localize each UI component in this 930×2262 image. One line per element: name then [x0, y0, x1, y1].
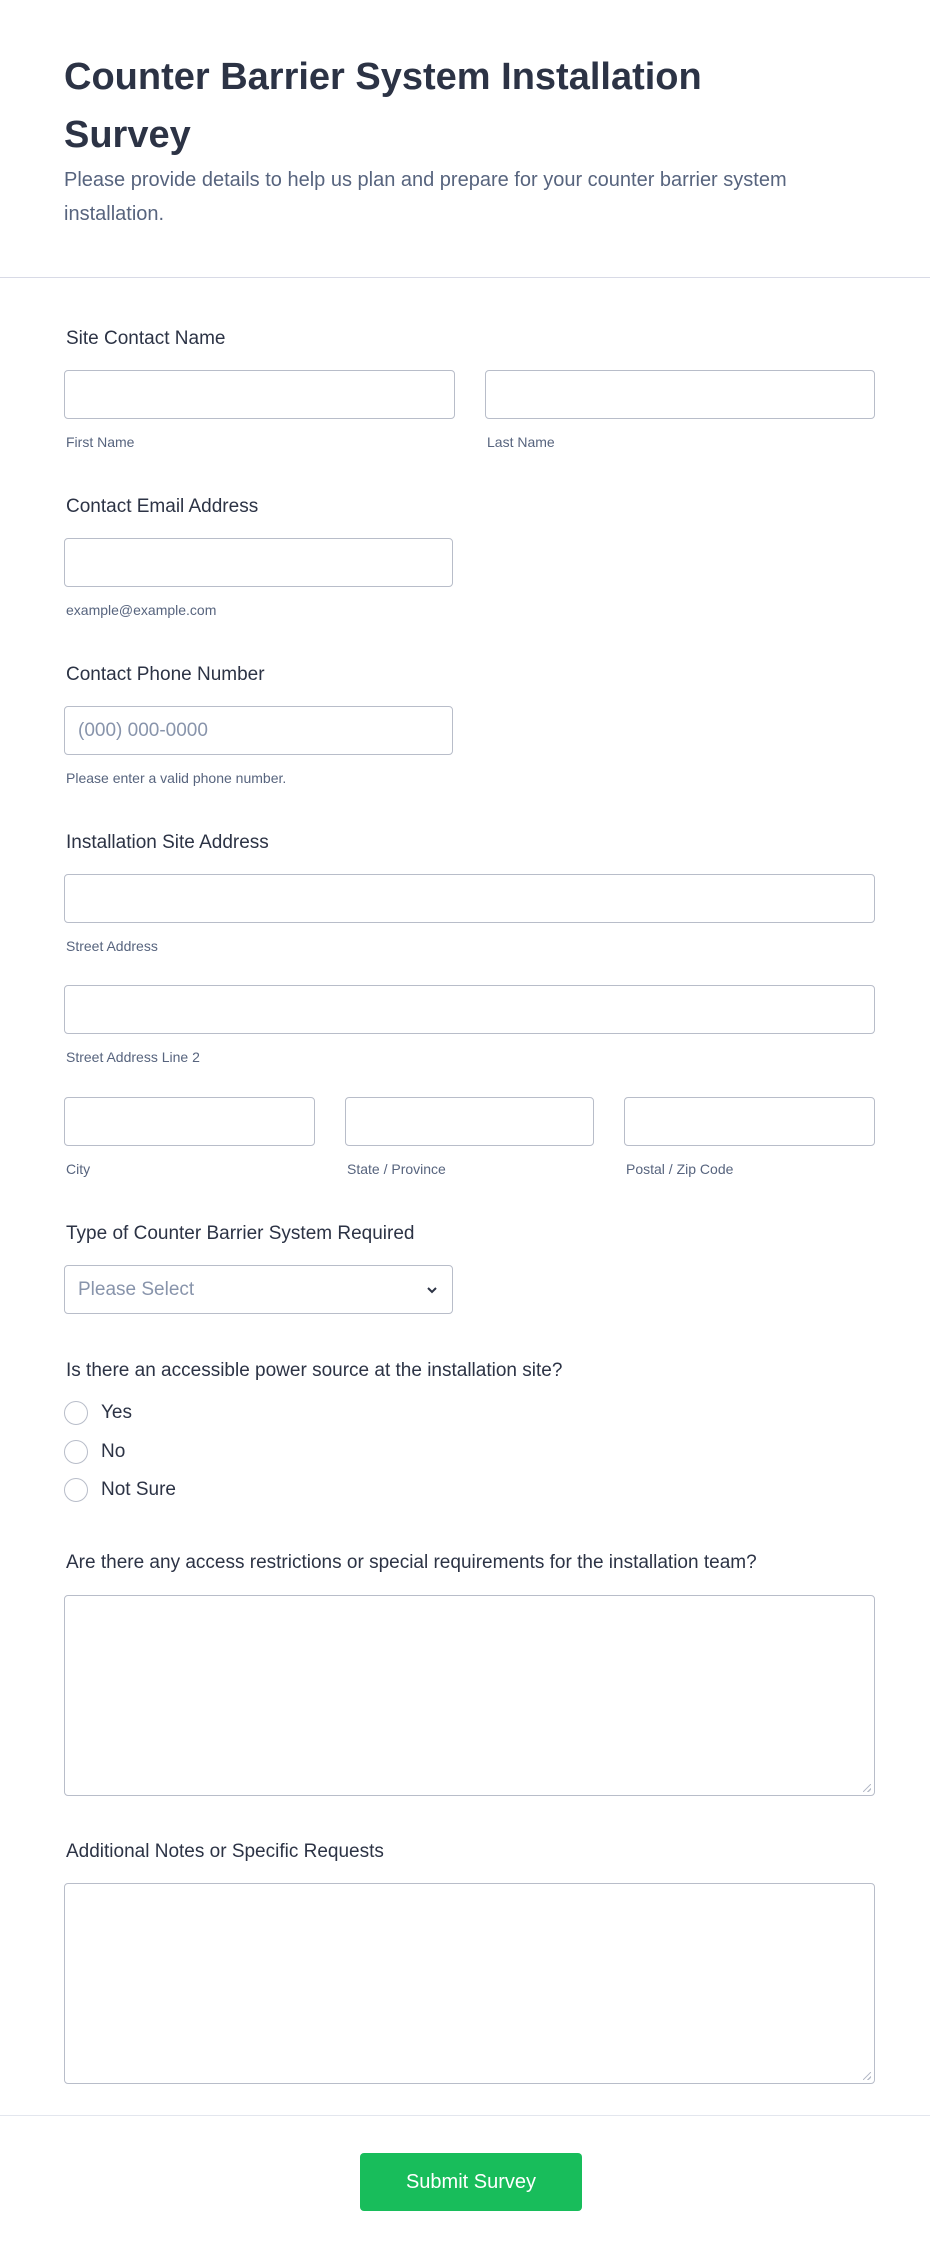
street-address-line2-sublabel: Street Address Line 2 — [66, 1049, 200, 1065]
access-restrictions-label: Are there any access restrictions or special requirements for the installation team? — [66, 1552, 757, 1573]
radio-yes[interactable] — [64, 1401, 88, 1425]
street-address-line2-input[interactable] — [64, 985, 875, 1034]
state-sublabel: State / Province — [347, 1161, 446, 1177]
notes-textarea[interactable] — [64, 1883, 875, 2084]
zip-input[interactable] — [624, 1097, 875, 1146]
phone-sublabel: Please enter a valid phone number. — [66, 770, 287, 786]
page-title: Counter Barrier System Installation Survey — [64, 56, 702, 156]
phone-placeholder: (000) 000-0000 — [78, 720, 208, 741]
radio-not-sure-label[interactable]: Not Sure — [101, 1479, 176, 1500]
zip-sublabel: Postal / Zip Code — [626, 1161, 734, 1177]
city-input[interactable] — [64, 1097, 315, 1146]
street-address-sublabel: Street Address — [66, 938, 158, 954]
notes-label: Additional Notes or Specific Requests — [66, 1841, 384, 1862]
site-contact-name-label: Site Contact Name — [66, 328, 226, 349]
address-label: Installation Site Address — [66, 832, 269, 853]
barrier-type-select[interactable] — [64, 1265, 453, 1314]
phone-input[interactable] — [64, 706, 453, 755]
power-source-label: Is there an accessible power source at the installation site? — [66, 1360, 563, 1381]
radio-yes-label[interactable]: Yes — [101, 1402, 132, 1423]
first-name-sublabel: First Name — [66, 434, 135, 450]
resize-handle-icon[interactable] — [863, 2072, 871, 2080]
submit-button[interactable]: Submit Survey — [360, 2153, 582, 2211]
email-input[interactable] — [64, 538, 453, 587]
first-name-input[interactable] — [64, 370, 455, 419]
select-placeholder: Please Select — [78, 1279, 195, 1300]
header-divider — [0, 277, 930, 278]
email-label: Contact Email Address — [66, 496, 259, 517]
city-sublabel: City — [66, 1161, 91, 1177]
state-input[interactable] — [345, 1097, 594, 1146]
last-name-sublabel: Last Name — [487, 434, 555, 450]
email-sublabel: example@example.com — [66, 602, 217, 618]
barrier-type-label: Type of Counter Barrier System Required — [66, 1223, 415, 1244]
last-name-input[interactable] — [485, 370, 875, 419]
footer-divider — [0, 2115, 930, 2116]
street-address-input[interactable] — [64, 874, 875, 923]
phone-label: Contact Phone Number — [66, 664, 265, 685]
resize-handle-icon[interactable] — [863, 1784, 871, 1792]
radio-not-sure[interactable] — [64, 1478, 88, 1502]
access-restrictions-textarea[interactable] — [64, 1595, 875, 1796]
page-subtitle: Please provide details to help us plan and prepare for your counter barrier system installation. — [64, 169, 787, 225]
chevron-down-icon — [426, 1285, 438, 1295]
radio-no[interactable] — [64, 1440, 88, 1464]
radio-no-label[interactable]: No — [101, 1441, 126, 1462]
